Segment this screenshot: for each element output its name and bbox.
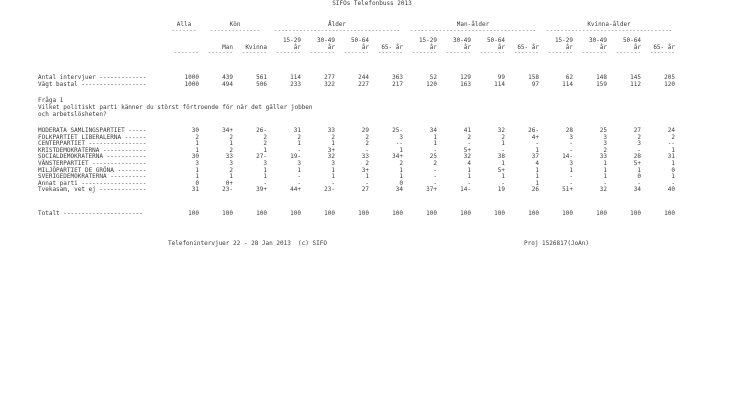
answer-cell: 1 bbox=[433, 140, 437, 148]
answer-cell: 33 bbox=[599, 153, 607, 161]
column-rule: ------- bbox=[649, 49, 675, 56]
answer-cell: - bbox=[467, 179, 471, 187]
answer-cell: 2 bbox=[399, 160, 403, 167]
answer-cell: 1 bbox=[603, 160, 607, 167]
answer-cell: 19- bbox=[290, 153, 301, 161]
base-cell: 217 bbox=[392, 81, 403, 88]
answer-cell: 1 bbox=[263, 166, 267, 174]
total-cell: 100 bbox=[290, 210, 301, 217]
base-cell: 114 bbox=[290, 74, 301, 81]
answer-cell: 29 bbox=[361, 127, 369, 134]
base-cell: 363 bbox=[392, 74, 403, 81]
answer-cell: 2 bbox=[229, 166, 233, 174]
base-cell: 494 bbox=[222, 81, 233, 88]
base-cell: 52 bbox=[429, 74, 437, 81]
answer-cell: 33 bbox=[361, 153, 369, 161]
base-cell: 159 bbox=[596, 81, 607, 88]
age-band-header: 50-64 bbox=[486, 37, 505, 44]
answer-cell: 2 bbox=[365, 140, 369, 148]
answer-cell: 14- bbox=[562, 153, 573, 161]
answer-cell: 31 bbox=[667, 153, 675, 161]
answer-cell: - bbox=[603, 179, 607, 187]
answer-cell: 1 bbox=[569, 166, 573, 174]
column-header: år bbox=[429, 44, 437, 51]
base-cell: 561 bbox=[256, 74, 267, 81]
answer-cell: 3 bbox=[603, 140, 607, 148]
answer-row-label: MILJÖPARTIET DE GRÖNA -------- bbox=[38, 166, 147, 174]
answer-cell: 3 bbox=[603, 133, 607, 141]
answer-cell: - bbox=[569, 140, 573, 148]
age-band-header: 30-49 bbox=[588, 37, 607, 44]
base-cell: 145 bbox=[630, 74, 641, 81]
answer-row-label: CENTERPARTIET ---------------- bbox=[38, 140, 147, 148]
answer-cell: 32 bbox=[327, 153, 335, 161]
answer-cell: 2 bbox=[229, 133, 233, 141]
column-header: år bbox=[293, 44, 301, 51]
base-cell: 97 bbox=[531, 81, 539, 88]
question-number: Fråga 1 bbox=[38, 97, 64, 104]
answer-cell: 2 bbox=[331, 133, 335, 141]
answer-cell: 3 bbox=[229, 160, 233, 167]
column-rule: ------- bbox=[411, 49, 437, 56]
group-header: Kön bbox=[229, 21, 241, 28]
base-cell: 120 bbox=[426, 81, 437, 88]
answer-cell: 1 bbox=[365, 173, 369, 181]
answer-cell: 28 bbox=[633, 153, 641, 161]
answer-cell: 26 bbox=[531, 186, 539, 194]
answer-cell: 1 bbox=[535, 146, 539, 154]
answer-cell: 3 bbox=[399, 133, 403, 141]
base-cell: 1000 bbox=[184, 74, 199, 81]
answer-cell: 5+ bbox=[463, 146, 471, 154]
base-cell: 322 bbox=[324, 81, 335, 88]
answer-cell: 2 bbox=[637, 133, 641, 141]
answer-cell: 33 bbox=[327, 127, 335, 134]
answer-cell: -- bbox=[395, 140, 403, 148]
answer-cell: 26- bbox=[256, 127, 267, 134]
answer-cell: - bbox=[297, 173, 301, 181]
column-rule: ------- bbox=[615, 49, 641, 56]
column-rule: ------- bbox=[173, 49, 199, 56]
column-header: år bbox=[463, 44, 471, 51]
answer-cell: 2 bbox=[501, 133, 505, 141]
group-header: Alla bbox=[176, 21, 192, 28]
answer-cell: - bbox=[433, 179, 437, 187]
base-cell: 277 bbox=[324, 74, 335, 81]
group-header: Kvinna-ålder bbox=[587, 21, 631, 28]
total-cell: 100 bbox=[222, 210, 233, 217]
age-band-header: 15-29 bbox=[418, 37, 437, 44]
answer-cell: 0+ bbox=[225, 179, 233, 187]
column-rule: ------- bbox=[377, 49, 403, 56]
answer-cell: 1 bbox=[195, 140, 199, 148]
base-cell: 148 bbox=[596, 74, 607, 81]
base-cell: 114 bbox=[562, 81, 573, 88]
total-row-label: Totalt ---------------------- bbox=[38, 210, 143, 217]
answer-cell: - bbox=[297, 179, 301, 187]
answer-cell: - bbox=[569, 179, 573, 187]
footer-right: Proj 1526817(JoAn) bbox=[524, 240, 590, 247]
column-header: 65- år bbox=[381, 44, 403, 51]
answer-cell: 2 bbox=[195, 133, 199, 141]
answer-cell: 34 bbox=[395, 186, 403, 194]
base-cell: 112 bbox=[630, 81, 641, 88]
answer-cell: 1 bbox=[263, 173, 267, 181]
answer-cell: 1 bbox=[297, 166, 301, 174]
column-rule: ------- bbox=[547, 49, 573, 56]
column-header: år bbox=[599, 44, 607, 51]
answer-cell: 1 bbox=[399, 146, 403, 154]
answer-cell: -- bbox=[667, 140, 675, 148]
answer-cell: 1 bbox=[433, 133, 437, 141]
base-cell: 227 bbox=[358, 81, 369, 88]
answer-cell: 1 bbox=[501, 160, 505, 167]
answer-cell: - bbox=[297, 146, 301, 154]
answer-cell: 3 bbox=[297, 160, 301, 167]
base-cell: 129 bbox=[460, 74, 471, 81]
answer-cell: 1 bbox=[603, 173, 607, 181]
answer-cell: 32 bbox=[497, 127, 505, 134]
answer-cell: 1 bbox=[671, 173, 675, 181]
report-title: SIFOs Telefonbuss 2013 bbox=[332, 0, 412, 7]
answer-cell: 1 bbox=[263, 146, 267, 154]
answer-cell: - bbox=[501, 146, 505, 154]
answer-cell: 2 bbox=[263, 133, 267, 141]
age-band-header: 50-64 bbox=[350, 37, 369, 44]
answer-cell: 1 bbox=[467, 166, 471, 174]
base-cell: 62 bbox=[565, 74, 573, 81]
total-cell: 100 bbox=[324, 210, 335, 217]
answer-row-label: Annat parti ------------------ bbox=[38, 179, 147, 187]
answer-cell: 1 bbox=[331, 173, 335, 181]
total-cell: 100 bbox=[426, 210, 437, 217]
answer-cell: 39+ bbox=[256, 186, 267, 194]
answer-cell: 1 bbox=[331, 140, 335, 148]
column-rule: ------- bbox=[275, 49, 301, 56]
column-rule: ------- bbox=[513, 49, 539, 56]
answer-row-label: FOLKPARTIET LIBERALERNA ------ bbox=[38, 133, 147, 141]
total-cell: 100 bbox=[358, 210, 369, 217]
answer-cell: 33 bbox=[225, 153, 233, 161]
base-cell: 439 bbox=[222, 74, 233, 81]
question-text-line1: Vilket politiskt parti känner du störst förtroende för när det gäller jobben bbox=[38, 104, 313, 111]
answer-cell: - bbox=[263, 179, 267, 187]
answer-cell: - bbox=[433, 166, 437, 174]
answer-cell: 25- bbox=[392, 127, 403, 134]
base-cell: 99 bbox=[497, 74, 505, 81]
answer-cell: 1 bbox=[535, 166, 539, 174]
answer-row-label: SVERIGEDEMOKRATERNA ---------- bbox=[38, 173, 147, 181]
answer-cell: 38 bbox=[497, 153, 505, 161]
answer-cell: 3 bbox=[569, 133, 573, 141]
age-band-header: 15-29 bbox=[554, 37, 573, 44]
answer-cell: 30 bbox=[191, 127, 199, 134]
answer-cell: - bbox=[331, 179, 335, 187]
age-band-header: 30-49 bbox=[316, 37, 335, 44]
total-cell: 100 bbox=[256, 210, 267, 217]
answer-cell: 1 bbox=[467, 173, 471, 181]
answer-cell: 3 bbox=[637, 140, 641, 148]
answer-cell: 24 bbox=[667, 127, 675, 134]
column-header: Kvinna bbox=[245, 44, 267, 51]
total-cell: 100 bbox=[392, 210, 403, 217]
answer-cell: 1 bbox=[671, 160, 675, 167]
answer-cell: 4+ bbox=[531, 133, 539, 141]
group-underline: ----------------------------------- bbox=[409, 27, 537, 34]
answer-cell: 2 bbox=[365, 160, 369, 167]
answer-row-label: SOCIALDEMOKRATERNA ----------- bbox=[38, 153, 147, 161]
group-underline: ----------------------------------- bbox=[545, 27, 673, 34]
column-rule: ------- bbox=[309, 49, 335, 56]
column-header: 65- år bbox=[517, 44, 539, 51]
age-band-header: 15-29 bbox=[282, 37, 301, 44]
answer-cell: - bbox=[467, 140, 471, 148]
answer-cell: 1 bbox=[535, 179, 539, 187]
answer-row-label: VÄNSTERPARTIET --------------- bbox=[38, 160, 147, 167]
base-cell: 120 bbox=[664, 81, 675, 88]
answer-cell: - bbox=[501, 179, 505, 187]
answer-cell: 1 bbox=[229, 140, 233, 148]
base-cell: 244 bbox=[358, 74, 369, 81]
base-cell: 1000 bbox=[184, 81, 199, 88]
answer-cell: 1 bbox=[195, 166, 199, 174]
answer-cell: 2 bbox=[297, 133, 301, 141]
answer-cell: 41 bbox=[463, 127, 471, 134]
answer-cell: 51+ bbox=[562, 186, 573, 194]
total-cell: 100 bbox=[188, 210, 199, 217]
answer-cell: - bbox=[433, 146, 437, 154]
answer-cell: 0 bbox=[195, 179, 199, 187]
base-cell: 163 bbox=[460, 81, 471, 88]
answer-cell: 37+ bbox=[426, 186, 437, 194]
answer-cell: 37 bbox=[531, 153, 539, 161]
column-rule: ------- bbox=[445, 49, 471, 56]
answer-cell: 0 bbox=[637, 173, 641, 181]
group-header: Ålder bbox=[327, 21, 347, 28]
column-header: 65- år bbox=[653, 44, 675, 51]
answer-cell: 28 bbox=[565, 127, 573, 134]
column-header: år bbox=[497, 44, 505, 51]
total-cell: 100 bbox=[664, 210, 675, 217]
answer-cell: 1 bbox=[229, 173, 233, 181]
column-rule: ------- bbox=[241, 49, 267, 56]
answer-row-label: MODERATA SAMLINGSPARTIET ----- bbox=[38, 127, 147, 134]
answer-cell: 0 bbox=[399, 179, 403, 187]
answer-cell: 4 bbox=[535, 160, 539, 167]
answer-cell: - bbox=[637, 179, 641, 187]
answer-cell: 34+ bbox=[222, 127, 233, 134]
answer-cell: 26- bbox=[528, 127, 539, 134]
column-header: Man bbox=[222, 44, 233, 51]
group-underline: -------------- bbox=[209, 27, 261, 34]
answer-cell: 34 bbox=[429, 127, 437, 134]
answer-cell: - bbox=[671, 179, 675, 187]
column-rule: ------- bbox=[207, 49, 233, 56]
answer-cell: - bbox=[433, 173, 437, 181]
column-rule: ------- bbox=[479, 49, 505, 56]
answer-cell: 1 bbox=[195, 173, 199, 181]
answer-cell: - bbox=[365, 179, 369, 187]
answer-cell: 32 bbox=[599, 186, 607, 194]
answer-cell: 1 bbox=[671, 146, 675, 154]
total-cell: 100 bbox=[494, 210, 505, 217]
answer-cell: 2 bbox=[603, 146, 607, 154]
base-cell: 205 bbox=[664, 74, 675, 81]
answer-cell: 27 bbox=[633, 127, 641, 134]
answer-cell: 34+ bbox=[392, 153, 403, 161]
answer-cell: 4 bbox=[467, 160, 471, 167]
total-cell: 100 bbox=[528, 210, 539, 217]
answer-cell: - bbox=[365, 146, 369, 154]
answer-cell: 2 bbox=[365, 133, 369, 141]
total-cell: 100 bbox=[460, 210, 471, 217]
base-cell: 158 bbox=[528, 74, 539, 81]
column-rule: ------- bbox=[581, 49, 607, 56]
answer-cell: 1 bbox=[195, 146, 199, 154]
answer-cell: 1 bbox=[501, 140, 505, 148]
answer-cell: - bbox=[637, 146, 641, 154]
base-row-label: Vägt bastal ------------------ bbox=[38, 81, 147, 88]
answer-cell: 1 bbox=[331, 166, 335, 174]
answer-cell: 27 bbox=[361, 186, 369, 194]
base-cell: 233 bbox=[290, 81, 301, 88]
answer-cell: 31 bbox=[293, 127, 301, 134]
answer-cell: - bbox=[569, 173, 573, 181]
column-header: år bbox=[327, 44, 335, 51]
total-cell: 100 bbox=[596, 210, 607, 217]
age-band-header: 50-64 bbox=[622, 37, 641, 44]
base-row-label: Antal intervjuer ------------- bbox=[38, 74, 147, 81]
answer-cell: 3 bbox=[195, 160, 199, 167]
answer-cell: 23- bbox=[324, 186, 335, 194]
answer-cell: 2 bbox=[229, 146, 233, 154]
answer-cell: 44+ bbox=[290, 186, 301, 194]
answer-cell: 2 bbox=[433, 160, 437, 167]
answer-cell: 23- bbox=[222, 186, 233, 194]
answer-cell: 32 bbox=[463, 153, 471, 161]
base-cell: 506 bbox=[256, 81, 267, 88]
answer-cell: 1 bbox=[501, 173, 505, 181]
answer-cell: 2 bbox=[671, 133, 675, 141]
answer-row-label: KRISTDEMOKRATERNA ------------ bbox=[38, 146, 147, 154]
answer-cell: 1 bbox=[637, 166, 641, 174]
footer-left: Telefonintervjuer 22 - 28 Jan 2013 (c) SIFO bbox=[168, 240, 327, 247]
answer-cell: 31 bbox=[191, 186, 199, 194]
answer-cell: 2 bbox=[467, 133, 471, 141]
answer-cell: 3 bbox=[263, 160, 267, 167]
answer-cell: 1 bbox=[297, 140, 301, 148]
answer-cell: 3 bbox=[569, 160, 573, 167]
answer-cell: 1 bbox=[399, 166, 403, 174]
answer-cell: 27- bbox=[256, 153, 267, 161]
answer-cell: 25 bbox=[599, 127, 607, 134]
group-underline: ------- bbox=[171, 27, 197, 34]
answer-cell: - bbox=[535, 140, 539, 148]
column-header: år bbox=[361, 44, 369, 51]
base-cell: 114 bbox=[494, 81, 505, 88]
column-header: år bbox=[565, 44, 573, 51]
answer-cell: 5+ bbox=[497, 166, 505, 174]
answer-cell: 1 bbox=[535, 173, 539, 181]
group-underline: ----------------------------------- bbox=[273, 27, 401, 34]
column-rule: ------- bbox=[343, 49, 369, 56]
column-header: år bbox=[633, 44, 641, 51]
answer-cell: 34 bbox=[633, 186, 641, 194]
answer-cell: 25 bbox=[429, 153, 437, 161]
answer-cell: 3+ bbox=[361, 166, 369, 174]
total-cell: 100 bbox=[630, 210, 641, 217]
answer-cell: 1 bbox=[399, 173, 403, 181]
answer-cell: 3 bbox=[331, 160, 335, 167]
answer-cell: 14- bbox=[460, 186, 471, 194]
question-text-line2: och arbetslösheten? bbox=[38, 111, 107, 118]
answer-cell: 0 bbox=[671, 166, 675, 174]
total-cell: 100 bbox=[562, 210, 573, 217]
answer-cell: 3+ bbox=[327, 146, 335, 154]
answer-cell: 19 bbox=[497, 186, 505, 194]
age-band-header: 30-49 bbox=[452, 37, 471, 44]
answer-cell: 30 bbox=[191, 153, 199, 161]
answer-cell: 1 bbox=[603, 166, 607, 174]
answer-cell: - bbox=[569, 146, 573, 154]
answer-cell: 40 bbox=[667, 186, 675, 194]
answer-cell: 2 bbox=[263, 140, 267, 148]
answer-row-label: Tvekasam, vet ej ------------- bbox=[38, 186, 147, 194]
group-header: Man-ålder bbox=[456, 21, 490, 28]
answer-cell: 5+ bbox=[633, 160, 641, 167]
